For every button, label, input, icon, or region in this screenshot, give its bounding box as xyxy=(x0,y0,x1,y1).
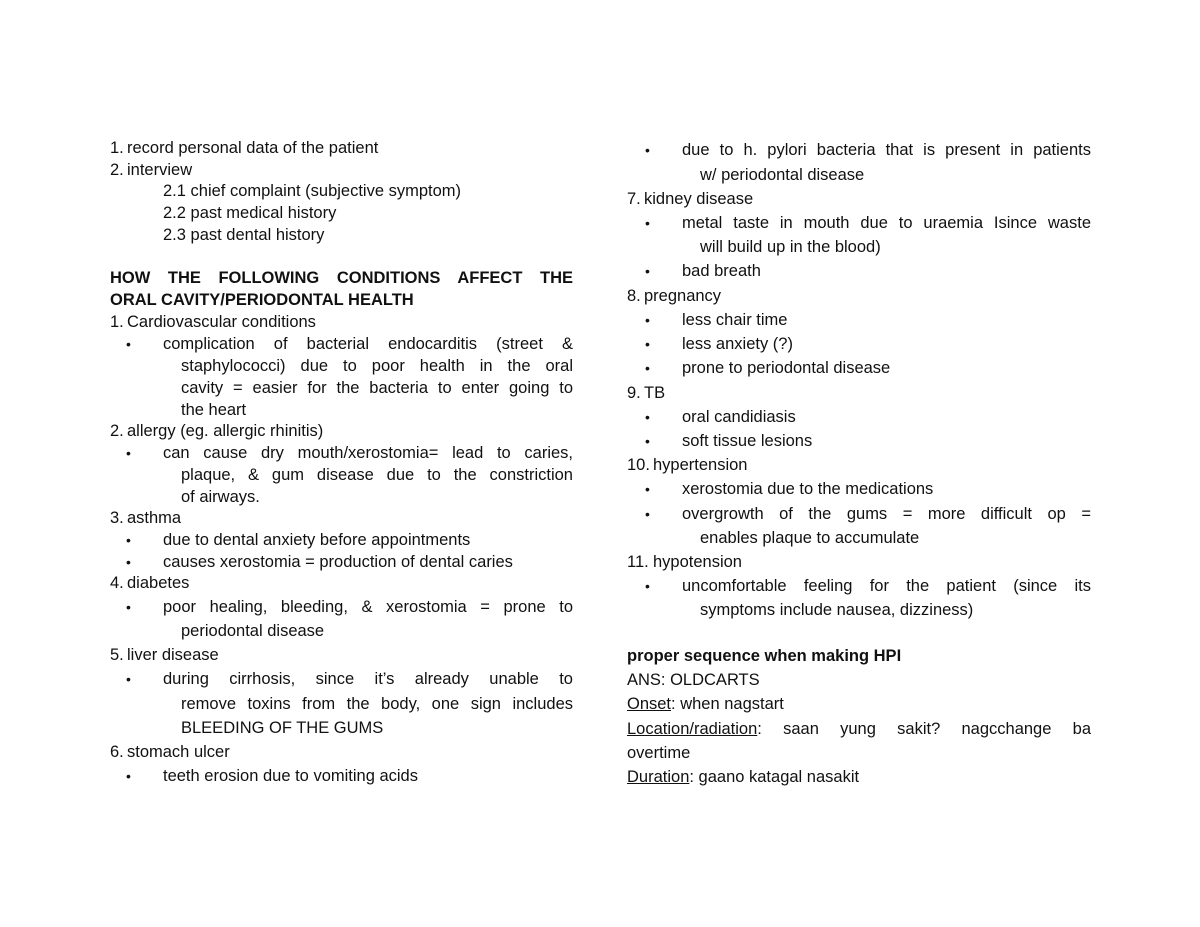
bullet-text: prone to periodontal disease xyxy=(682,359,891,377)
sub-item: 2.3 past dental history xyxy=(163,226,325,244)
bullet-text: symptoms include nausea, dizziness) xyxy=(700,601,974,619)
bullet-text: w/ periodontal disease xyxy=(700,166,865,184)
condition-title: stomach ulcer xyxy=(127,743,230,761)
bullet-text: oral candidiasis xyxy=(682,408,796,426)
condition-title: hypertension xyxy=(653,456,748,474)
bullet-icon: • xyxy=(645,215,650,231)
sub-item: 2.1 chief complaint (subjective symptom) xyxy=(163,182,462,200)
bullet-icon: • xyxy=(645,312,650,328)
location-line xyxy=(627,719,1091,739)
hpi-heading: proper sequence when making HPI xyxy=(627,647,902,665)
bullet-text: uncomfortable feeling for the patient (since its xyxy=(682,577,1091,595)
bullet-text: staphylococci) due to poor health in the oral xyxy=(181,357,573,375)
bullet-text: periodontal disease xyxy=(181,622,325,640)
duration-line xyxy=(627,767,859,787)
hpi-answer: ANS: OLDCARTS xyxy=(627,671,760,689)
list-number: 10. xyxy=(627,456,650,474)
list-number: 2. xyxy=(110,161,124,179)
bullet-icon: • xyxy=(126,599,131,615)
bullet-text: during cirrhosis, since it’s already unable to xyxy=(163,670,573,688)
bullet-text: bad breath xyxy=(682,262,761,280)
bullet-text: complication of bacterial endocarditis (street & xyxy=(163,335,573,353)
bullet-icon: • xyxy=(645,433,650,449)
location-text: : saan yung sakit? nagcchange ba xyxy=(757,720,1091,738)
bullet-text: due to dental anxiety before appointments xyxy=(163,531,471,549)
bullet-icon: • xyxy=(126,768,131,784)
condition-title: kidney disease xyxy=(644,190,754,208)
bullet-icon: • xyxy=(126,554,131,570)
list-number: 9. xyxy=(627,384,641,402)
bullet-text: metal taste in mouth due to uraemia Isince waste xyxy=(682,214,1091,232)
duration-text: : gaano katagal nasakit xyxy=(689,768,860,786)
section-heading: ORAL CAVITY/PERIODONTAL HEALTH xyxy=(110,291,414,309)
bullet-icon: • xyxy=(126,336,131,352)
bullet-text: teeth erosion due to vomiting acids xyxy=(163,767,418,785)
bullet-icon: • xyxy=(645,142,650,158)
list-number: 3. xyxy=(110,509,124,527)
bullet-text: enables plaque to accumulate xyxy=(700,529,920,547)
location-term: Location/radiation xyxy=(627,720,758,738)
condition-title: hypotension xyxy=(653,553,742,571)
condition-title: Cardiovascular conditions xyxy=(127,313,316,331)
bullet-text: due to h. pylori bacteria that is present in patients xyxy=(682,141,1091,159)
list-number: 6. xyxy=(110,743,124,761)
condition-title: pregnancy xyxy=(644,287,722,305)
onset-line xyxy=(627,694,784,714)
bullet-text: BLEEDING OF THE GUMS xyxy=(181,719,384,737)
section-heading: HOW THE FOLLOWING CONDITIONS AFFECT THE xyxy=(110,269,573,287)
list-number: 4. xyxy=(110,574,124,592)
bullet-text: will build up in the blood) xyxy=(700,238,881,256)
list-number: 8. xyxy=(627,287,641,305)
bullet-icon: • xyxy=(126,532,131,548)
onset-term: Onset xyxy=(627,695,672,713)
sub-item: 2.2 past medical history xyxy=(163,204,337,222)
condition-title: diabetes xyxy=(127,574,190,592)
list-number: 7. xyxy=(627,190,641,208)
bullet-text: cavity = easier for the bacteria to enter going to xyxy=(181,379,573,397)
bullet-icon: • xyxy=(645,506,650,522)
right-column xyxy=(600,0,1200,927)
list-number: 1. xyxy=(110,139,124,157)
bullet-text: can cause dry mouth/xerostomia= lead to caries, xyxy=(163,444,573,462)
bullet-text: the heart xyxy=(181,401,247,419)
bullet-icon: • xyxy=(645,481,650,497)
bullet-text: less anxiety (?) xyxy=(682,335,793,353)
bullet-icon: • xyxy=(645,263,650,279)
condition-title: liver disease xyxy=(127,646,219,664)
bullet-icon: • xyxy=(126,671,131,687)
bullet-icon: • xyxy=(645,578,650,594)
list-item-text: interview xyxy=(127,161,193,179)
bullet-text: xerostomia due to the medications xyxy=(682,480,934,498)
bullet-icon: • xyxy=(645,409,650,425)
bullet-text: less chair time xyxy=(682,311,788,329)
bullet-text: remove toxins from the body, one sign includes xyxy=(181,695,573,713)
bullet-icon: • xyxy=(126,445,131,461)
list-number: 5. xyxy=(110,646,124,664)
bullet-text: poor healing, bleeding, & xerostomia = prone to xyxy=(163,598,573,616)
bullet-text: soft tissue lesions xyxy=(682,432,813,450)
condition-title: allergy (eg. allergic rhinitis) xyxy=(127,422,324,440)
bullet-text: of airways. xyxy=(181,488,260,506)
list-number: 1. xyxy=(110,313,124,331)
condition-title: asthma xyxy=(127,509,182,527)
condition-title: TB xyxy=(644,384,666,402)
duration-term: Duration xyxy=(627,768,690,786)
bullet-icon: • xyxy=(645,360,650,376)
list-item-text: record personal data of the patient xyxy=(127,139,379,157)
location-text-cont: overtime xyxy=(627,744,691,762)
bullet-text: plaque, & gum disease due to the constriction xyxy=(181,466,573,484)
list-number: 2. xyxy=(110,422,124,440)
onset-text: : when nagstart xyxy=(671,695,784,713)
bullet-text: overgrowth of the gums = more difficult op = xyxy=(682,505,1091,523)
bullet-icon: • xyxy=(645,336,650,352)
list-number: 11. xyxy=(627,553,649,571)
bullet-text: causes xerostomia = production of dental caries xyxy=(163,553,513,571)
